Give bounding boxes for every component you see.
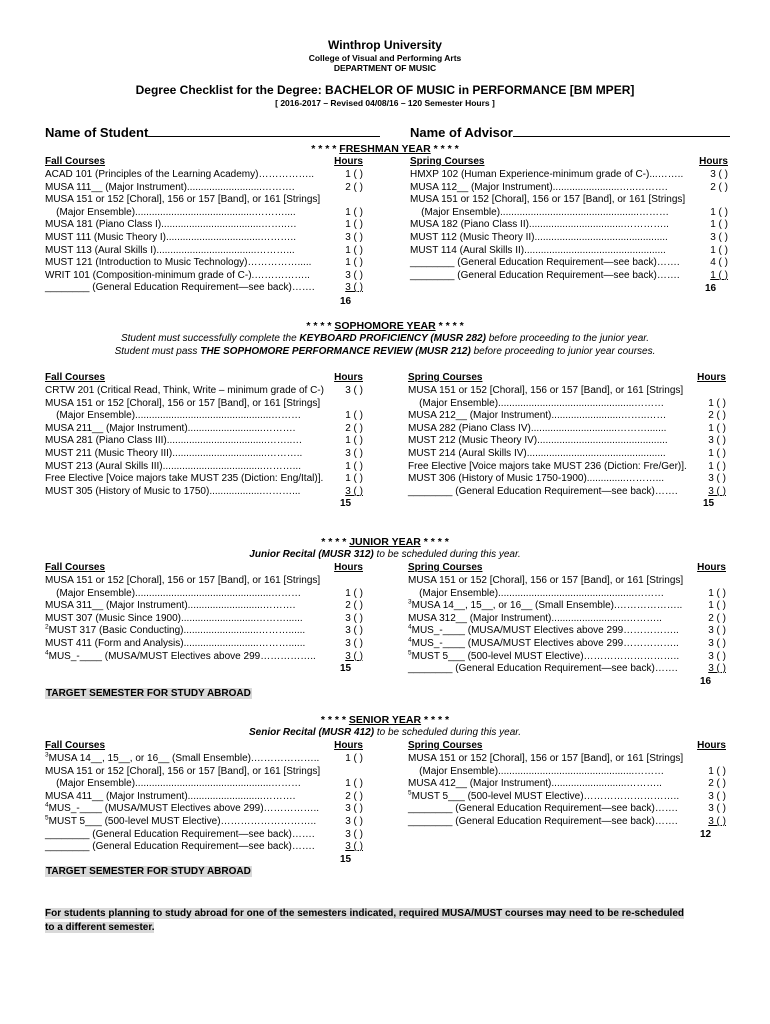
freshman-fall-total: 16 — [340, 296, 352, 307]
course-hours-checkbox[interactable]: 1 ( ) — [708, 447, 726, 459]
course-row — [45, 182, 363, 195]
course-row — [408, 766, 726, 779]
course-row — [45, 448, 363, 461]
course-name: MUST 213 (Aural Skills III)....................................………... — [45, 460, 301, 472]
course-hours-checkbox[interactable]: 1 ( ) — [345, 257, 363, 269]
course-name: $^2$MUST 317 (Basic Conducting)...........................………...... — [45, 624, 306, 637]
course-hours-checkbox[interactable]: 3 ( ) — [345, 815, 363, 827]
course-hours-checkbox[interactable]: 1 ( ) — [708, 587, 726, 599]
sophomore-fall-column: Fall Courses Hours CRTW 201 (Critical Read, Think, Write – minimum grade of C-) 3 ( ) MUSA 151 or 152 [Choral], 156 or 157 [Band], or 161 [Strings] (Major Ensemble).................................................……… 1 ( ) MUSA 211__ (Major Instrument)...........................………. 2 ( ) MUSA 281 (Piano Class III)....................................……..… 1 ( ) MUST 211 (Music Theory III)..................................……….. 3 ( ) MUST 213 (Aural Skills III)....................................………... 1 ( ) Free Elective [Voice majors take MUST 235 (Diction: Eng/Ital)]. 1 ( ) MUST 305 (History of Music to 1750)...................………... 3 ( ) — [45, 372, 363, 497]
course-row — [408, 803, 726, 816]
course-hours-checkbox[interactable]: 3 ( ) — [345, 828, 363, 840]
course-hours-checkbox[interactable]: 1 ( ) — [708, 460, 726, 472]
course-row — [45, 473, 363, 486]
course-row — [45, 588, 363, 601]
course-hours-checkbox[interactable]: 2 ( ) — [345, 422, 363, 434]
course-name: (Major Ensemble).................................................……… — [408, 587, 665, 599]
course-hours-checkbox[interactable]: 3 ( ) — [345, 625, 363, 637]
catalog-line: [ 2016-2017 – Revised 04/08/16 – 120 Semester Hours ] — [275, 98, 495, 108]
senior-year-heading: * * * * SENIOR YEAR * * * * — [320, 714, 450, 726]
course-hours-checkbox[interactable]: 2 ( ) — [345, 181, 363, 193]
course-name: MUSA 112__ (Major Instrument)........................…..………. — [410, 181, 668, 193]
course-name: MUSA 151 or 152 [Choral], 156 or 157 [Band], or 161 [Strings] — [45, 397, 321, 409]
course-row — [45, 791, 363, 804]
course-hours-checkbox[interactable]: 3 ( ) — [345, 231, 363, 243]
department-name: DEPARTMENT OF MUSIC — [333, 63, 437, 73]
course-name: MUST 113 (Aural Skills I)....................................………... — [45, 244, 295, 256]
sophomore-spring-column: Spring Courses Hours MUSA 151 or 152 [Choral], 156 or 157 [Band], or 161 [Strings] (Major Ensemble).................................................……… 1 ( ) MUSA 212__ (Major Instrument).........................……..…… 2 ( ) MUSA 282 (Piano Class IV)...............................………....... 1 ( ) MUST 212 (Music Theory IV)............................................... 3 ( ) MUST 214 (Aural Skills IV).................................................. 1 ( ) Free Elective [Voice majors take MUST 236 (Diction: Fre/Ger)]. 1 ( ) MUST 306 (History of Music 1750-1900)..............………... 3 ( ) ________ (General Education Requirement—see back)……. 3 ( ) — [408, 372, 726, 497]
course-name: MUST 121 (Introduction to Music Technology)……………..... — [45, 257, 312, 269]
course-hours-checkbox[interactable]: 3 ( ) — [708, 485, 726, 497]
course-hours-checkbox[interactable]: 1 ( ) — [345, 169, 363, 180]
course-name: MUST 212 (Music Theory IV)............................................... — [408, 435, 668, 447]
course-row — [408, 435, 726, 448]
course-row — [408, 753, 726, 766]
course-name: ________ (General Education Requirement—see back)……. — [408, 803, 678, 815]
course-row — [408, 473, 726, 486]
course-name: $^4$MUS_-____ (MUSA/MUST Electives above 299…………….. — [45, 649, 316, 662]
course-name: MUSA 411__ (Major Instrument)...........................………. — [45, 790, 296, 802]
course-name: ACAD 101 (Principles of the Learning Academy)…………….. — [45, 169, 314, 180]
course-row — [45, 232, 363, 245]
senior-spring-column: Spring Courses Hours MUSA 151 or 152 [Choral], 156 or 157 [Band], or 161 [Strings] (Major Ensemble).................................................……… 1 ( ) MUSA 412__ (Major Instrument)...........................……….. 2 ( ) $^5$MUST 5___ (500-level MUST Elective)……………………….. 3 ( ) ________ (General Education Requirement—see back)……. 3 ( ) ________ (General Education Requirement—see back)……. 3 ( ) — [408, 740, 726, 827]
course-name: MUST 411 (Form and Analysis)...........................………...... — [45, 637, 306, 649]
course-hours-checkbox[interactable]: 3 ( ) — [345, 447, 363, 459]
footnote-marker: 5 — [45, 814, 49, 822]
senior-spring-total: 12 — [700, 829, 712, 840]
junior-recital-note: Junior Recital (MUSR 312) to be scheduled during this year. — [249, 549, 521, 560]
university-name: Winthrop University — [328, 38, 442, 52]
course-name: MUST 114 (Aural Skills II)................................................... — [410, 244, 666, 256]
course-hours-checkbox[interactable]: 3 ( ) — [345, 282, 363, 294]
course-hours-checkbox[interactable]: 3 ( ) — [708, 790, 726, 802]
course-name: MUST 112 (Music Theory II)................................................ — [410, 231, 668, 243]
course-hours-checkbox[interactable]: 3 ( ) — [345, 385, 363, 396]
footnote-marker: 5 — [408, 789, 412, 797]
footnote-marker: 4 — [45, 802, 49, 810]
study-abroad-footnote: For students planning to study abroad for one of the semesters indicated, required MUSA/MUST courses may need to be re-scheduled to a different semester. — [45, 908, 684, 933]
course-name: Free Elective [Voice majors take MUST 236 (Diction: Fre/Ger)]. — [408, 460, 687, 472]
course-name: $^4$MUS_-____ (MUSA/MUST Electives above 299)…………….. — [45, 802, 320, 815]
course-row — [45, 410, 363, 423]
course-hours-checkbox[interactable]: 1 ( ) — [345, 435, 363, 447]
course-hours-checkbox[interactable]: 1 ( ) — [345, 473, 363, 485]
course-hours-checkbox[interactable]: 3 ( ) — [710, 231, 728, 243]
course-name: MUST 307 (Music Since 1900)...........................………...... — [45, 612, 303, 624]
course-name: MUSA 412__ (Major Instrument)...........................……….. — [408, 778, 662, 790]
course-name: CRTW 201 (Critical Read, Think, Write – minimum grade of C-) — [45, 385, 324, 396]
course-row — [408, 588, 726, 601]
course-row — [45, 841, 363, 854]
course-name: ________ (General Education Requirement—see back)……. — [408, 815, 678, 827]
course-hours-checkbox[interactable]: 1 ( ) — [345, 206, 363, 218]
course-name: MUSA 182 (Piano Class II)..................................………….. — [410, 219, 669, 231]
course-row — [45, 575, 363, 588]
course-row — [45, 270, 363, 283]
checklist-title: Degree Checklist for the Degree: BACHELOR OF MUSIC in PERFORMANCE [BM MPER] — [135, 83, 635, 97]
course-row — [410, 257, 728, 270]
course-row — [45, 803, 363, 816]
course-row — [45, 194, 363, 207]
course-hours-checkbox[interactable]: 1 ( ) — [710, 219, 728, 231]
course-hours-checkbox[interactable]: 3 ( ) — [708, 637, 726, 649]
senior-study-abroad-target: TARGET SEMESTER FOR STUDY ABROAD — [46, 866, 251, 877]
course-name: MUSA 311__ (Major Instrument)...........................………. — [45, 600, 296, 612]
freshman-spring-column: Spring Courses Hours HMXP 102 (Human Experience-minimum grade of C-)...…….. 3 ( ) MUSA 112__ (Major Instrument)........................…..………. 2 ( ) MUSA 151 or 152 [Choral], 156 or 157 [Band], or 161 [Strings] (Major Ensemble)..................................................……… 1 ( ) MUSA 182 (Piano Class II)..................................………….. 1 ( ) MUST 112 (Music Theory II)................................................ 3 ( ) MUST 114 (Aural Skills II)................................................... 1 ( ) ________ (General Education Requirement—see back)……. 4 ( ) ________ (General Education Requirement—see back)……. 1 ( ) — [410, 156, 728, 281]
course-name: $^3$MUSA 14__, 15__, or 16__ (Small Ensemble).……………….. — [45, 751, 320, 764]
course-row — [408, 663, 726, 676]
sophomore-note-keyboard: Student must successfully complete the KEYBOARD PROFICIENCY (MUSR 282) before proceeding to the junior year. — [120, 333, 649, 344]
course-hours-checkbox[interactable]: 2 ( ) — [710, 181, 728, 193]
course-hours-checkbox[interactable]: 1 ( ) — [345, 460, 363, 472]
student-name-line[interactable] — [148, 124, 380, 137]
course-row — [45, 753, 363, 766]
course-hours-checkbox[interactable]: 3 ( ) — [345, 612, 363, 624]
course-name: HMXP 102 (Human Experience-minimum grade of C-)...…….. — [410, 169, 684, 180]
course-row — [45, 257, 363, 270]
course-hours-checkbox[interactable]: 1 ( ) — [708, 422, 726, 434]
course-name: (Major Ensemble).................................................……… — [45, 778, 302, 790]
junior-fall-column: Fall Courses Hours MUSA 151 or 152 [Choral], 156 or 157 [Band], or 161 [Strings] (Major Ensemble).................................................……… 1 ( ) MUSA 311__ (Major Instrument)...........................………. 2 ( ) MUST 307 (Music Since 1900)...........................………...... 3 ( ) $^2$MUST 317 (Basic Conducting)...........................………...... 3 ( ) MUST 411 (Form and Analysis)...........................………...... 3 ( ) $^4$MUS_-____ (MUSA/MUST Electives above 299…………….. 3 ( ) — [45, 562, 363, 662]
footnote-marker: 4 — [408, 624, 412, 632]
course-hours-checkbox[interactable]: 3 ( ) — [708, 803, 726, 815]
course-row — [410, 182, 728, 195]
course-name: MUSA 151 or 152 [Choral], 156 or 157 [Band], or 161 [Strings] — [408, 575, 684, 586]
course-row — [45, 169, 363, 182]
course-name: $^4$MUS_-____ (MUSA/MUST Electives above 299…………….. — [408, 636, 679, 649]
junior-fall-total: 15 — [340, 663, 352, 674]
course-hours-checkbox[interactable]: 3 ( ) — [708, 435, 726, 447]
freshman-spring-total: 16 — [705, 283, 717, 294]
sophomore-fall-total: 15 — [340, 498, 352, 509]
course-row — [45, 398, 363, 411]
course-name: (Major Ensemble).................................................……… — [45, 587, 302, 599]
freshman-year-heading: * * * * FRESHMAN YEAR * * * * — [311, 143, 459, 155]
course-row — [408, 638, 726, 651]
course-hours-checkbox[interactable]: 2 ( ) — [708, 778, 726, 790]
course-row — [408, 575, 726, 588]
college-name: College of Visual and Performing Arts — [308, 53, 462, 63]
course-row — [410, 169, 728, 182]
course-row — [45, 829, 363, 842]
footnote-marker: 4 — [45, 649, 49, 657]
course-name: MUSA 151 or 152 [Choral], 156 or 157 [Band], or 161 [Strings] — [408, 385, 684, 396]
course-row — [408, 398, 726, 411]
course-hours-checkbox[interactable]: 3 ( ) — [345, 269, 363, 281]
course-row — [45, 638, 363, 651]
course-row — [408, 410, 726, 423]
course-hours-checkbox[interactable]: 3 ( ) — [345, 637, 363, 649]
course-name: (Major Ensemble)..................................................……… — [410, 206, 669, 218]
sophomore-spring-total: 15 — [703, 498, 715, 509]
course-row — [410, 207, 728, 220]
course-name: MUSA 151 or 152 [Choral], 156 or 157 [Band], or 161 [Strings] — [45, 765, 321, 777]
course-hours-checkbox[interactable]: 2 ( ) — [708, 612, 726, 624]
course-name: MUSA 282 (Piano Class IV)...............................………....... — [408, 422, 667, 434]
course-name: MUST 214 (Aural Skills IV).................................................. — [408, 447, 666, 459]
footnote-marker: 2 — [45, 624, 49, 632]
course-row — [45, 766, 363, 779]
course-hours-checkbox[interactable]: 1 ( ) — [710, 206, 728, 218]
student-name-field[interactable] — [45, 124, 380, 140]
course-name: $^3$MUSA 14__, 15__, or 16__ (Small Ensemble).……………….. — [408, 598, 683, 612]
course-name: ________ (General Education Requirement—see back)……. — [408, 485, 678, 497]
course-name: ________ (General Education Requirement—see back)……. — [408, 663, 678, 675]
course-hours-checkbox[interactable]: 3 ( ) — [345, 650, 363, 662]
course-row — [408, 461, 726, 474]
course-hours-checkbox[interactable]: 3 ( ) — [708, 473, 726, 485]
course-name: MUSA 312__ (Major Instrument)...........................……….. — [408, 612, 662, 624]
course-row — [45, 423, 363, 436]
course-row — [408, 423, 726, 436]
course-hours-checkbox[interactable]: 3 ( ) — [710, 169, 728, 180]
course-row — [45, 486, 363, 499]
course-row — [410, 219, 728, 232]
course-row — [45, 600, 363, 613]
course-name: MUSA 151 or 152 [Choral], 156 or 157 [Band], or 161 [Strings] — [45, 194, 321, 206]
junior-spring-total: 16 — [700, 676, 712, 687]
course-name: MUSA 111__ (Major Instrument)...........................………. — [45, 181, 295, 193]
course-name: $^4$MUS_-____ (MUSA/MUST Electives above 299…………….. — [408, 624, 679, 637]
course-row — [408, 791, 726, 804]
footnote-marker: 3 — [408, 598, 412, 606]
course-hours-checkbox[interactable]: 1 ( ) — [708, 397, 726, 409]
sophomore-note-review: Student must pass THE SOPHOMORE PERFORMANCE REVIEW (MUSR 212) before proceeding to junior year courses. — [114, 346, 656, 357]
course-row — [408, 600, 726, 613]
course-name: ________ (General Education Requirement—see back)……. — [410, 269, 680, 281]
course-hours-checkbox[interactable]: 3 ( ) — [345, 841, 363, 853]
course-row — [45, 816, 363, 829]
course-row — [45, 282, 363, 295]
course-name: MUSA 281 (Piano Class III)....................................……..… — [45, 435, 303, 447]
advisor-name-label: Name of Advisor — [410, 125, 513, 140]
course-row — [408, 816, 726, 829]
course-name: (Major Ensemble).................................................……… — [45, 410, 302, 422]
course-name: $^5$MUST 5___ (500-level MUST Elective)……………………….. — [408, 649, 680, 662]
junior-year-heading: * * * * JUNIOR YEAR * * * * — [321, 536, 449, 548]
course-hours-checkbox[interactable]: 2 ( ) — [345, 790, 363, 802]
footnote-marker: 3 — [45, 751, 49, 759]
course-hours-checkbox[interactable]: 1 ( ) — [345, 219, 363, 231]
course-name: (Major Ensemble).................................................……… — [408, 765, 665, 777]
advisor-name-field[interactable] — [410, 124, 730, 140]
advisor-name-line[interactable] — [513, 124, 730, 137]
course-name: Free Elective [Voice majors take MUST 235 (Diction: Eng/Ital)]. — [45, 473, 324, 485]
course-name: MUST 211 (Music Theory III)..................................……….. — [45, 447, 303, 459]
course-row — [45, 219, 363, 232]
course-hours-checkbox[interactable]: 3 ( ) — [345, 485, 363, 497]
student-name-label: Name of Student — [45, 125, 149, 140]
course-row — [408, 385, 726, 398]
course-row — [45, 613, 363, 626]
course-hours-checkbox[interactable]: 1 ( ) — [708, 600, 726, 612]
course-row — [45, 435, 363, 448]
course-hours-checkbox[interactable]: 4 ( ) — [710, 257, 728, 269]
course-name: WRIT 101 (Composition-minimum grade of C-).…………….. — [45, 269, 310, 281]
course-name: (Major Ensemble).................................................……… — [408, 397, 665, 409]
course-row — [410, 270, 728, 283]
course-name: MUST 111 (Music Theory I)..................................……….. — [45, 231, 296, 243]
course-name: MUST 305 (History of Music to 1750)...................………... — [45, 485, 301, 497]
course-name: $^5$MUST 5___ (500-level MUST Elective)……………………….. — [45, 814, 317, 827]
freshman-fall-column: Fall Courses Hours ACAD 101 (Principles of the Learning Academy)…………….. 1 ( ) MUSA 111__ (Major Instrument)...........................………. 2 ( ) MUSA 151 or 152 [Choral], 156 or 157 [Band], or 161 [Strings] (Major Ensemble)...........................................……….... 1 ( ) MUSA 181 (Piano Class I)....................................……..… 1 ( ) MUST 111 (Music Theory I)..................................……….. 3 ( ) MUST 113 (Aural Skills I)....................................………... 1 ( ) MUST 121 (Introduction to Music Technology)……………..... 1 ( ) WRIT 101 (Composition-minimum grade of C-).…………….. 3 ( ) ________ (General Education Requirement—see back)……. 3 ( ) — [45, 156, 363, 294]
course-name: ________ (General Education Requirement—see back)……. — [45, 828, 315, 840]
course-hours-checkbox[interactable]: 1 ( ) — [710, 269, 728, 281]
course-hours-checkbox[interactable]: 3 ( ) — [708, 625, 726, 637]
course-hours-checkbox[interactable]: 1 ( ) — [345, 244, 363, 256]
course-row — [410, 194, 728, 207]
course-name: MUSA 151 or 152 [Choral], 156 or 157 [Band], or 161 [Strings] — [410, 194, 686, 206]
course-hours-checkbox[interactable]: 3 ( ) — [708, 815, 726, 827]
course-hours-checkbox[interactable]: 1 ( ) — [710, 244, 728, 256]
senior-fall-column: Fall Courses Hours $^3$MUSA 14__, 15__, or 16__ (Small Ensemble).……………….. 1 ( ) MUSA 151 or 152 [Choral], 156 or 157 [Band], or 161 [Strings] (Major Ensemble).................................................……… 1 ( ) MUSA 411__ (Major Instrument)...........................………. 2 ( ) $^4$MUS_-____ (MUSA/MUST Electives above 299)…………….. 3 ( ) $^5$MUST 5___ (500-level MUST Elective)……………………….. 3 ( ) ________ (General Education Requirement—see back)……. 3 ( ) ________ (General Education Requirement—see back)……. 3 ( ) — [45, 740, 363, 853]
course-row — [408, 651, 726, 664]
course-row — [45, 778, 363, 791]
course-hours-checkbox[interactable]: 2 ( ) — [708, 410, 726, 422]
course-row — [45, 385, 363, 398]
sophomore-year-heading: * * * * SOPHOMORE YEAR * * * * — [306, 320, 464, 332]
course-row — [45, 207, 363, 220]
course-row — [410, 232, 728, 245]
course-row — [45, 651, 363, 664]
course-name: MUSA 151 or 152 [Choral], 156 or 157 [Band], or 161 [Strings] — [45, 575, 321, 586]
course-hours-checkbox[interactable]: 1 ( ) — [345, 587, 363, 599]
course-hours-checkbox[interactable]: 1 ( ) — [345, 778, 363, 790]
course-name: MUSA 151 or 152 [Choral], 156 or 157 [Band], or 161 [Strings] — [408, 753, 684, 764]
course-row — [408, 778, 726, 791]
course-hours-checkbox[interactable]: 3 ( ) — [345, 803, 363, 815]
course-row — [408, 448, 726, 461]
senior-fall-total: 15 — [340, 854, 352, 865]
course-hours-checkbox[interactable]: 3 ( ) — [708, 663, 726, 675]
course-row — [408, 613, 726, 626]
course-name: $^5$MUST 5___ (500-level MUST Elective)……………………….. — [408, 789, 680, 802]
junior-study-abroad-target: TARGET SEMESTER FOR STUDY ABROAD — [46, 688, 251, 699]
junior-spring-column: Spring Courses Hours MUSA 151 or 152 [Choral], 156 or 157 [Band], or 161 [Strings] (Major Ensemble).................................................……… 1 ( ) $^3$MUSA 14__, 15__, or 16__ (Small Ensemble).……………….. 1 ( ) MUSA 312__ (Major Instrument)...........................……….. 2 ( ) $^4$MUS_-____ (MUSA/MUST Electives above 299…………….. 3 ( ) $^4$MUS_-____ (MUSA/MUST Electives above 299…………….. 3 ( ) $^5$MUST 5___ (500-level MUST Elective)……………………….. 3 ( ) ________ (General Education Requirement—see back)……. 3 ( ) — [408, 562, 726, 675]
course-name: MUSA 212__ (Major Instrument).........................……..…… — [408, 410, 667, 422]
course-name: (Major Ensemble)...........................................……….... — [45, 206, 296, 218]
course-name: ________ (General Education Requirement—see back)……. — [45, 282, 315, 294]
course-name: MUSA 181 (Piano Class I)....................................……..… — [45, 219, 297, 231]
course-row — [410, 245, 728, 258]
course-name: ________ (General Education Requirement—see back)……. — [45, 841, 315, 853]
footnote-marker: 4 — [408, 636, 412, 644]
course-hours-checkbox[interactable]: 2 ( ) — [345, 600, 363, 612]
course-name: ________ (General Education Requirement—see back)……. — [410, 257, 680, 269]
course-row — [408, 486, 726, 499]
course-hours-checkbox[interactable]: 1 ( ) — [345, 753, 363, 764]
course-hours-checkbox[interactable]: 1 ( ) — [708, 765, 726, 777]
course-name: MUSA 211__ (Major Instrument)...........................………. — [45, 422, 296, 434]
course-name: MUST 306 (History of Music 1750-1900)..............………... — [408, 473, 665, 485]
course-hours-checkbox[interactable]: 1 ( ) — [345, 410, 363, 422]
course-row — [45, 461, 363, 474]
course-hours-checkbox[interactable]: 3 ( ) — [708, 650, 726, 662]
course-row — [408, 625, 726, 638]
senior-recital-note: Senior Recital (MUSR 412) to be scheduled during this year. — [249, 727, 521, 738]
course-row — [45, 625, 363, 638]
footnote-marker: 5 — [408, 649, 412, 657]
course-row — [45, 245, 363, 258]
